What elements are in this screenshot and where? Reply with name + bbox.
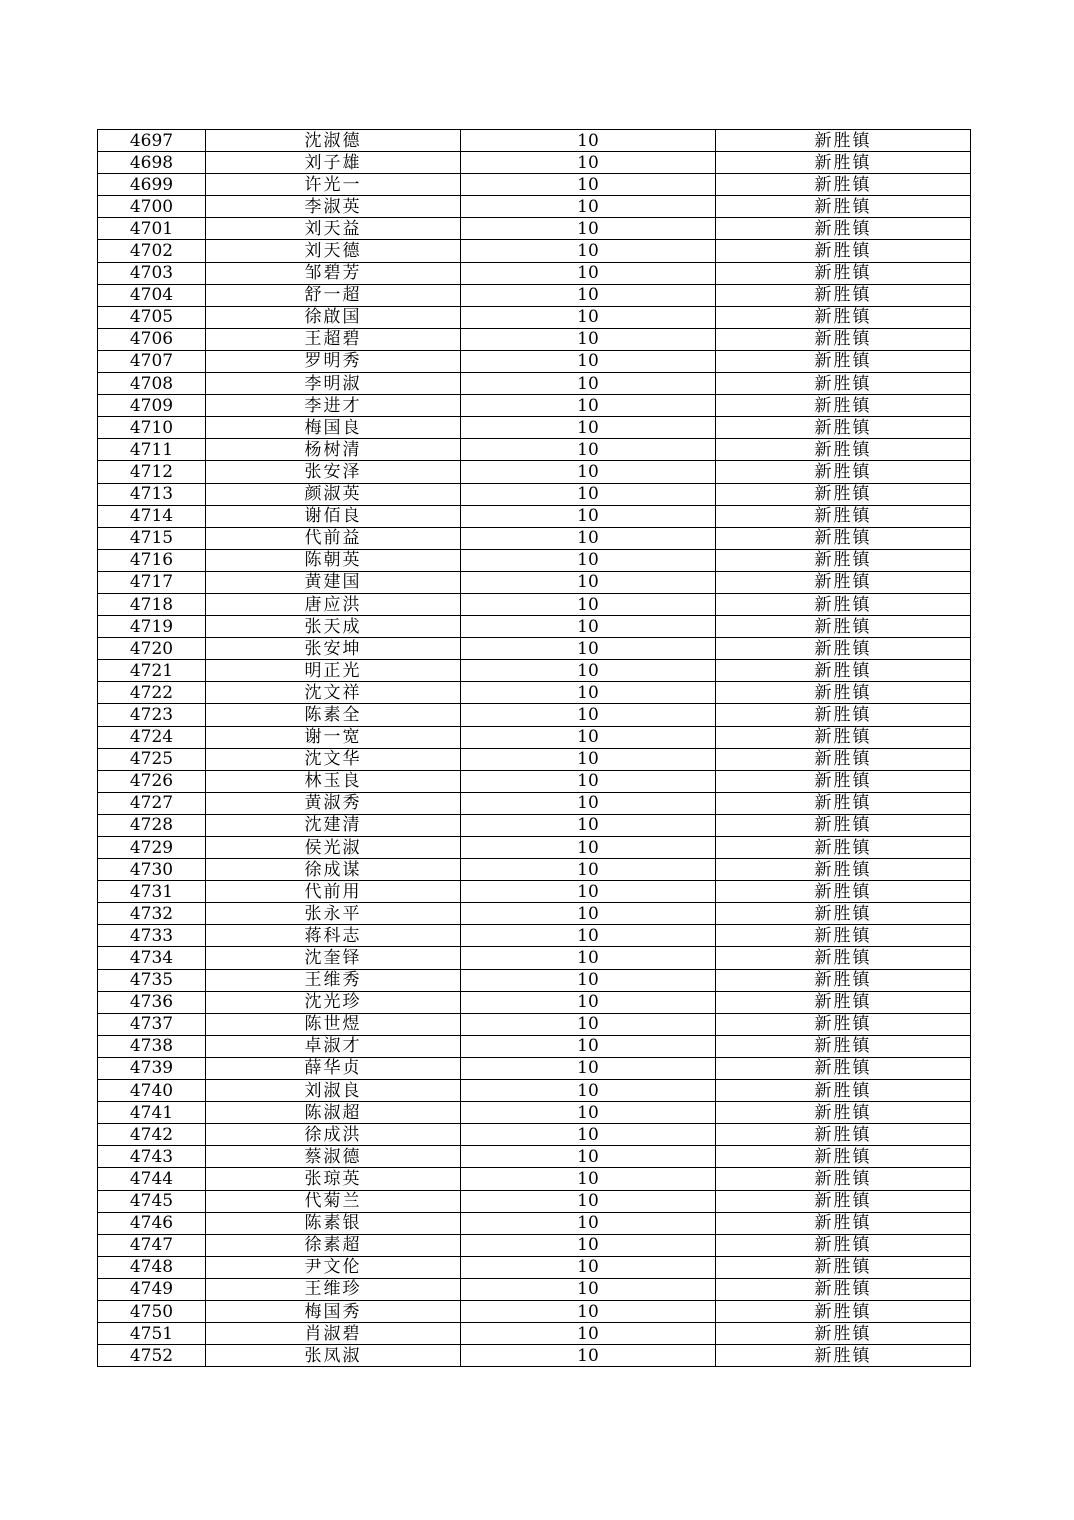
table-row bbox=[98, 461, 971, 483]
serial-number-cell: 4739 bbox=[98, 1057, 206, 1079]
amount-cell: 10 bbox=[461, 593, 716, 615]
table-row bbox=[98, 1013, 971, 1035]
serial-number-cell: 4712 bbox=[98, 461, 206, 483]
table-row bbox=[98, 1234, 971, 1256]
town-cell: 新胜镇 bbox=[716, 328, 971, 350]
town-cell: 新胜镇 bbox=[716, 1057, 971, 1079]
town-cell: 新胜镇 bbox=[716, 616, 971, 638]
town-cell: 新胜镇 bbox=[716, 1168, 971, 1190]
name-cell: 徐成谋 bbox=[206, 859, 461, 881]
serial-number-cell: 4741 bbox=[98, 1102, 206, 1124]
serial-number-cell: 4698 bbox=[98, 152, 206, 174]
name-cell: 张凤淑 bbox=[206, 1345, 461, 1367]
name-cell: 王超碧 bbox=[206, 328, 461, 350]
town-cell: 新胜镇 bbox=[716, 1080, 971, 1102]
name-cell: 黄淑秀 bbox=[206, 792, 461, 814]
amount-cell: 10 bbox=[461, 682, 716, 704]
amount-cell: 10 bbox=[461, 969, 716, 991]
amount-cell: 10 bbox=[461, 903, 716, 925]
name-cell: 蒋科志 bbox=[206, 925, 461, 947]
amount-cell: 10 bbox=[461, 726, 716, 748]
town-cell: 新胜镇 bbox=[716, 792, 971, 814]
serial-number-cell: 4745 bbox=[98, 1190, 206, 1212]
table-row bbox=[98, 483, 971, 505]
serial-number-cell: 4708 bbox=[98, 373, 206, 395]
amount-cell: 10 bbox=[461, 814, 716, 836]
table-row bbox=[98, 1102, 971, 1124]
amount-cell: 10 bbox=[461, 748, 716, 770]
table-row bbox=[98, 1168, 971, 1190]
table-row bbox=[98, 549, 971, 571]
serial-number-cell: 4719 bbox=[98, 616, 206, 638]
amount-cell: 10 bbox=[461, 350, 716, 372]
name-cell: 卓淑才 bbox=[206, 1035, 461, 1057]
serial-number-cell: 4742 bbox=[98, 1124, 206, 1146]
town-cell: 新胜镇 bbox=[716, 638, 971, 660]
name-cell: 王维秀 bbox=[206, 969, 461, 991]
table-row bbox=[98, 792, 971, 814]
table-row bbox=[98, 306, 971, 328]
name-cell: 沈光珍 bbox=[206, 991, 461, 1013]
town-cell: 新胜镇 bbox=[716, 881, 971, 903]
town-cell: 新胜镇 bbox=[716, 682, 971, 704]
town-cell: 新胜镇 bbox=[716, 593, 971, 615]
amount-cell: 10 bbox=[461, 284, 716, 306]
table-row bbox=[98, 814, 971, 836]
name-cell: 林玉良 bbox=[206, 770, 461, 792]
serial-number-cell: 4744 bbox=[98, 1168, 206, 1190]
amount-cell: 10 bbox=[461, 1146, 716, 1168]
name-cell: 沈文华 bbox=[206, 748, 461, 770]
table-row bbox=[98, 1278, 971, 1300]
table-row bbox=[98, 616, 971, 638]
serial-number-cell: 4697 bbox=[98, 130, 206, 152]
town-cell: 新胜镇 bbox=[716, 306, 971, 328]
name-cell: 陈素全 bbox=[206, 704, 461, 726]
serial-number-cell: 4749 bbox=[98, 1278, 206, 1300]
name-cell: 罗明秀 bbox=[206, 350, 461, 372]
serial-number-cell: 4734 bbox=[98, 947, 206, 969]
town-cell: 新胜镇 bbox=[716, 571, 971, 593]
town-cell: 新胜镇 bbox=[716, 527, 971, 549]
name-cell: 代菊兰 bbox=[206, 1190, 461, 1212]
name-cell: 沈淑德 bbox=[206, 130, 461, 152]
table-row bbox=[98, 328, 971, 350]
serial-number-cell: 4707 bbox=[98, 350, 206, 372]
serial-number-cell: 4720 bbox=[98, 638, 206, 660]
name-cell: 梅国良 bbox=[206, 417, 461, 439]
serial-number-cell: 4701 bbox=[98, 218, 206, 240]
name-cell: 肖淑碧 bbox=[206, 1323, 461, 1345]
town-cell: 新胜镇 bbox=[716, 704, 971, 726]
serial-number-cell: 4724 bbox=[98, 726, 206, 748]
table-row bbox=[98, 1300, 971, 1322]
table-row bbox=[98, 1345, 971, 1367]
table-row bbox=[98, 505, 971, 527]
table-row bbox=[98, 925, 971, 947]
amount-cell: 10 bbox=[461, 1323, 716, 1345]
table-row bbox=[98, 726, 971, 748]
table-row bbox=[98, 947, 971, 969]
table-row bbox=[98, 770, 971, 792]
amount-cell: 10 bbox=[461, 881, 716, 903]
amount-cell: 10 bbox=[461, 461, 716, 483]
name-cell: 沈文祥 bbox=[206, 682, 461, 704]
table-row bbox=[98, 704, 971, 726]
serial-number-cell: 4729 bbox=[98, 837, 206, 859]
table-row bbox=[98, 373, 971, 395]
amount-cell: 10 bbox=[461, 1345, 716, 1367]
serial-number-cell: 4750 bbox=[98, 1300, 206, 1322]
town-cell: 新胜镇 bbox=[716, 814, 971, 836]
name-cell: 谢一宽 bbox=[206, 726, 461, 748]
table-row bbox=[98, 682, 971, 704]
table-row bbox=[98, 969, 971, 991]
table-row bbox=[98, 991, 971, 1013]
amount-cell: 10 bbox=[461, 306, 716, 328]
town-cell: 新胜镇 bbox=[716, 174, 971, 196]
name-cell: 张永平 bbox=[206, 903, 461, 925]
town-cell: 新胜镇 bbox=[716, 726, 971, 748]
name-cell: 李进才 bbox=[206, 395, 461, 417]
amount-cell: 10 bbox=[461, 704, 716, 726]
amount-cell: 10 bbox=[461, 947, 716, 969]
table-row bbox=[98, 527, 971, 549]
town-cell: 新胜镇 bbox=[716, 1323, 971, 1345]
town-cell: 新胜镇 bbox=[716, 991, 971, 1013]
serial-number-cell: 4722 bbox=[98, 682, 206, 704]
name-cell: 蔡淑德 bbox=[206, 1146, 461, 1168]
town-cell: 新胜镇 bbox=[716, 218, 971, 240]
serial-number-cell: 4715 bbox=[98, 527, 206, 549]
town-cell: 新胜镇 bbox=[716, 130, 971, 152]
table-row bbox=[98, 1256, 971, 1278]
name-cell: 颜淑英 bbox=[206, 483, 461, 505]
table-row bbox=[98, 1080, 971, 1102]
amount-cell: 10 bbox=[461, 1234, 716, 1256]
amount-cell: 10 bbox=[461, 770, 716, 792]
table-row bbox=[98, 284, 971, 306]
roster-table-body bbox=[98, 130, 971, 1367]
table-row bbox=[98, 130, 971, 152]
town-cell: 新胜镇 bbox=[716, 284, 971, 306]
table-row bbox=[98, 903, 971, 925]
table-row bbox=[98, 417, 971, 439]
serial-number-cell: 4721 bbox=[98, 660, 206, 682]
serial-number-cell: 4735 bbox=[98, 969, 206, 991]
town-cell: 新胜镇 bbox=[716, 837, 971, 859]
serial-number-cell: 4737 bbox=[98, 1013, 206, 1035]
town-cell: 新胜镇 bbox=[716, 925, 971, 947]
amount-cell: 10 bbox=[461, 262, 716, 284]
table-row bbox=[98, 218, 971, 240]
serial-number-cell: 4706 bbox=[98, 328, 206, 350]
serial-number-cell: 4740 bbox=[98, 1080, 206, 1102]
town-cell: 新胜镇 bbox=[716, 196, 971, 218]
serial-number-cell: 4714 bbox=[98, 505, 206, 527]
name-cell: 邹碧芳 bbox=[206, 262, 461, 284]
serial-number-cell: 4726 bbox=[98, 770, 206, 792]
name-cell: 杨树清 bbox=[206, 439, 461, 461]
amount-cell: 10 bbox=[461, 1102, 716, 1124]
name-cell: 刘淑良 bbox=[206, 1080, 461, 1102]
serial-number-cell: 4703 bbox=[98, 262, 206, 284]
town-cell: 新胜镇 bbox=[716, 1146, 971, 1168]
amount-cell: 10 bbox=[461, 859, 716, 881]
table-row bbox=[98, 593, 971, 615]
name-cell: 明正光 bbox=[206, 660, 461, 682]
name-cell: 代前用 bbox=[206, 881, 461, 903]
table-row bbox=[98, 395, 971, 417]
serial-number-cell: 4731 bbox=[98, 881, 206, 903]
serial-number-cell: 4723 bbox=[98, 704, 206, 726]
table-row bbox=[98, 1057, 971, 1079]
name-cell: 张天成 bbox=[206, 616, 461, 638]
table-row bbox=[98, 1035, 971, 1057]
town-cell: 新胜镇 bbox=[716, 1278, 971, 1300]
name-cell: 徐成洪 bbox=[206, 1124, 461, 1146]
name-cell: 薛华贞 bbox=[206, 1057, 461, 1079]
name-cell: 陈淑超 bbox=[206, 1102, 461, 1124]
name-cell: 沈奎铎 bbox=[206, 947, 461, 969]
amount-cell: 10 bbox=[461, 925, 716, 947]
serial-number-cell: 4713 bbox=[98, 483, 206, 505]
table-row bbox=[98, 859, 971, 881]
amount-cell: 10 bbox=[461, 505, 716, 527]
amount-cell: 10 bbox=[461, 1057, 716, 1079]
town-cell: 新胜镇 bbox=[716, 1300, 971, 1322]
amount-cell: 10 bbox=[461, 373, 716, 395]
serial-number-cell: 4699 bbox=[98, 174, 206, 196]
amount-cell: 10 bbox=[461, 1080, 716, 1102]
serial-number-cell: 4718 bbox=[98, 593, 206, 615]
town-cell: 新胜镇 bbox=[716, 1234, 971, 1256]
serial-number-cell: 4743 bbox=[98, 1146, 206, 1168]
serial-number-cell: 4702 bbox=[98, 240, 206, 262]
serial-number-cell: 4751 bbox=[98, 1323, 206, 1345]
town-cell: 新胜镇 bbox=[716, 748, 971, 770]
table-row bbox=[98, 240, 971, 262]
town-cell: 新胜镇 bbox=[716, 969, 971, 991]
table-row bbox=[98, 262, 971, 284]
serial-number-cell: 4746 bbox=[98, 1212, 206, 1234]
town-cell: 新胜镇 bbox=[716, 770, 971, 792]
town-cell: 新胜镇 bbox=[716, 859, 971, 881]
table-row bbox=[98, 837, 971, 859]
town-cell: 新胜镇 bbox=[716, 240, 971, 262]
town-cell: 新胜镇 bbox=[716, 1190, 971, 1212]
name-cell: 李明淑 bbox=[206, 373, 461, 395]
amount-cell: 10 bbox=[461, 417, 716, 439]
town-cell: 新胜镇 bbox=[716, 395, 971, 417]
name-cell: 王维珍 bbox=[206, 1278, 461, 1300]
table-row bbox=[98, 174, 971, 196]
town-cell: 新胜镇 bbox=[716, 262, 971, 284]
serial-number-cell: 4730 bbox=[98, 859, 206, 881]
town-cell: 新胜镇 bbox=[716, 1124, 971, 1146]
amount-cell: 10 bbox=[461, 837, 716, 859]
amount-cell: 10 bbox=[461, 196, 716, 218]
serial-number-cell: 4704 bbox=[98, 284, 206, 306]
name-cell: 陈世煜 bbox=[206, 1013, 461, 1035]
amount-cell: 10 bbox=[461, 152, 716, 174]
name-cell: 张安坤 bbox=[206, 638, 461, 660]
amount-cell: 10 bbox=[461, 991, 716, 1013]
town-cell: 新胜镇 bbox=[716, 483, 971, 505]
name-cell: 沈建清 bbox=[206, 814, 461, 836]
town-cell: 新胜镇 bbox=[716, 1212, 971, 1234]
name-cell: 黄建国 bbox=[206, 571, 461, 593]
table-row bbox=[98, 1323, 971, 1345]
amount-cell: 10 bbox=[461, 1300, 716, 1322]
amount-cell: 10 bbox=[461, 395, 716, 417]
table-row bbox=[98, 1124, 971, 1146]
amount-cell: 10 bbox=[461, 527, 716, 549]
serial-number-cell: 4748 bbox=[98, 1256, 206, 1278]
amount-cell: 10 bbox=[461, 218, 716, 240]
serial-number-cell: 4700 bbox=[98, 196, 206, 218]
name-cell: 刘子雄 bbox=[206, 152, 461, 174]
amount-cell: 10 bbox=[461, 638, 716, 660]
serial-number-cell: 4710 bbox=[98, 417, 206, 439]
town-cell: 新胜镇 bbox=[716, 505, 971, 527]
amount-cell: 10 bbox=[461, 1168, 716, 1190]
serial-number-cell: 4738 bbox=[98, 1035, 206, 1057]
town-cell: 新胜镇 bbox=[716, 350, 971, 372]
serial-number-cell: 4736 bbox=[98, 991, 206, 1013]
amount-cell: 10 bbox=[461, 240, 716, 262]
serial-number-cell: 4747 bbox=[98, 1234, 206, 1256]
amount-cell: 10 bbox=[461, 174, 716, 196]
amount-cell: 10 bbox=[461, 328, 716, 350]
town-cell: 新胜镇 bbox=[716, 903, 971, 925]
name-cell: 刘天益 bbox=[206, 218, 461, 240]
serial-number-cell: 4752 bbox=[98, 1345, 206, 1367]
table-row bbox=[98, 439, 971, 461]
amount-cell: 10 bbox=[461, 616, 716, 638]
amount-cell: 10 bbox=[461, 1190, 716, 1212]
serial-number-cell: 4733 bbox=[98, 925, 206, 947]
town-cell: 新胜镇 bbox=[716, 1256, 971, 1278]
table-row bbox=[98, 1212, 971, 1234]
town-cell: 新胜镇 bbox=[716, 1345, 971, 1367]
amount-cell: 10 bbox=[461, 1035, 716, 1057]
town-cell: 新胜镇 bbox=[716, 1035, 971, 1057]
town-cell: 新胜镇 bbox=[716, 152, 971, 174]
table-row bbox=[98, 660, 971, 682]
serial-number-cell: 4711 bbox=[98, 439, 206, 461]
serial-number-cell: 4728 bbox=[98, 814, 206, 836]
serial-number-cell: 4716 bbox=[98, 549, 206, 571]
serial-number-cell: 4732 bbox=[98, 903, 206, 925]
serial-number-cell: 4709 bbox=[98, 395, 206, 417]
table-row bbox=[98, 350, 971, 372]
name-cell: 张安泽 bbox=[206, 461, 461, 483]
name-cell: 陈素银 bbox=[206, 1212, 461, 1234]
name-cell: 舒一超 bbox=[206, 284, 461, 306]
amount-cell: 10 bbox=[461, 1256, 716, 1278]
amount-cell: 10 bbox=[461, 660, 716, 682]
town-cell: 新胜镇 bbox=[716, 1013, 971, 1035]
name-cell: 许光一 bbox=[206, 174, 461, 196]
name-cell: 张琼英 bbox=[206, 1168, 461, 1190]
serial-number-cell: 4705 bbox=[98, 306, 206, 328]
table-row bbox=[98, 748, 971, 770]
amount-cell: 10 bbox=[461, 1013, 716, 1035]
amount-cell: 10 bbox=[461, 1212, 716, 1234]
town-cell: 新胜镇 bbox=[716, 947, 971, 969]
table-row bbox=[98, 152, 971, 174]
name-cell: 谢佰良 bbox=[206, 505, 461, 527]
amount-cell: 10 bbox=[461, 1278, 716, 1300]
name-cell: 尹文伦 bbox=[206, 1256, 461, 1278]
name-cell: 刘天德 bbox=[206, 240, 461, 262]
name-cell: 唐应洪 bbox=[206, 593, 461, 615]
town-cell: 新胜镇 bbox=[716, 660, 971, 682]
amount-cell: 10 bbox=[461, 130, 716, 152]
amount-cell: 10 bbox=[461, 549, 716, 571]
serial-number-cell: 4717 bbox=[98, 571, 206, 593]
amount-cell: 10 bbox=[461, 439, 716, 461]
roster-table bbox=[97, 129, 971, 1367]
table-row bbox=[98, 1190, 971, 1212]
town-cell: 新胜镇 bbox=[716, 461, 971, 483]
town-cell: 新胜镇 bbox=[716, 439, 971, 461]
name-cell: 陈朝英 bbox=[206, 549, 461, 571]
name-cell: 侯光淑 bbox=[206, 837, 461, 859]
table-row bbox=[98, 1146, 971, 1168]
name-cell: 代前益 bbox=[206, 527, 461, 549]
town-cell: 新胜镇 bbox=[716, 373, 971, 395]
town-cell: 新胜镇 bbox=[716, 1102, 971, 1124]
table-row bbox=[98, 196, 971, 218]
amount-cell: 10 bbox=[461, 792, 716, 814]
table-row bbox=[98, 571, 971, 593]
town-cell: 新胜镇 bbox=[716, 417, 971, 439]
name-cell: 徐啟国 bbox=[206, 306, 461, 328]
amount-cell: 10 bbox=[461, 1124, 716, 1146]
town-cell: 新胜镇 bbox=[716, 549, 971, 571]
amount-cell: 10 bbox=[461, 571, 716, 593]
serial-number-cell: 4725 bbox=[98, 748, 206, 770]
name-cell: 梅国秀 bbox=[206, 1300, 461, 1322]
table-row bbox=[98, 638, 971, 660]
amount-cell: 10 bbox=[461, 483, 716, 505]
name-cell: 李淑英 bbox=[206, 196, 461, 218]
serial-number-cell: 4727 bbox=[98, 792, 206, 814]
name-cell: 徐素超 bbox=[206, 1234, 461, 1256]
table-row bbox=[98, 881, 971, 903]
